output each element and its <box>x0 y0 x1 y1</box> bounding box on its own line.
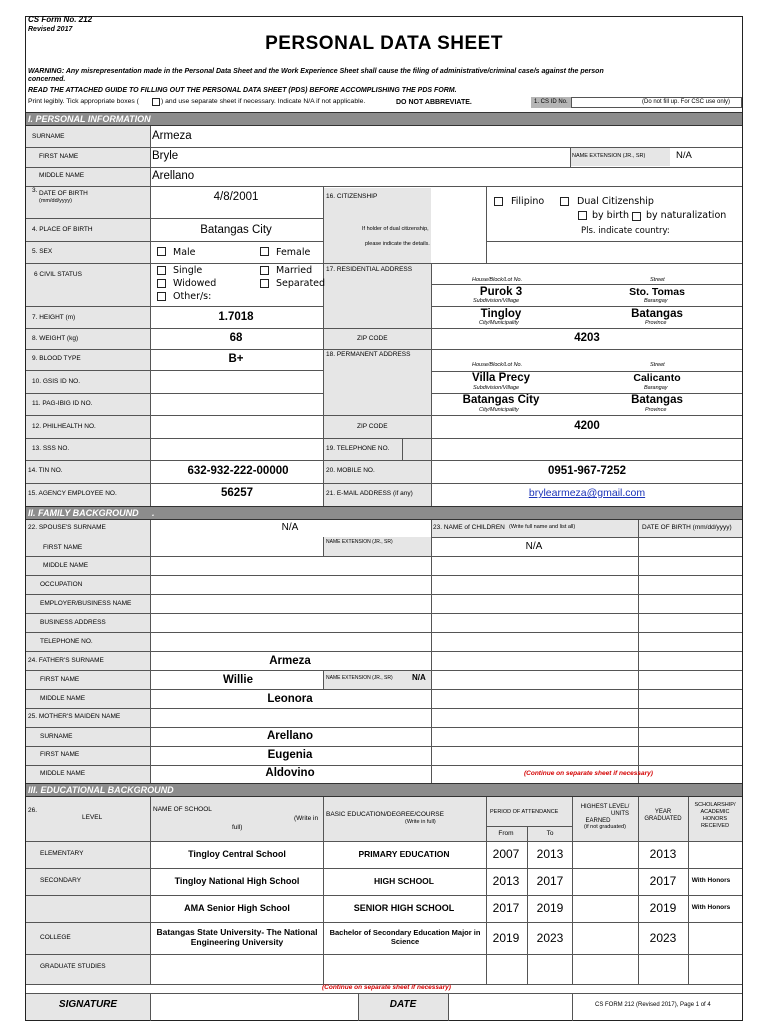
surname-value[interactable]: Armeza <box>152 130 192 142</box>
by-birth-label: by birth <box>592 210 629 221</box>
row-line <box>26 556 742 557</box>
female-checkbox[interactable] <box>260 247 269 256</box>
married-checkbox[interactable] <box>260 266 269 275</box>
row-line <box>431 537 742 538</box>
section-title-dot: . <box>152 508 155 518</box>
highest-level-header-4: (if not graduated) <box>584 824 626 830</box>
row-line <box>26 922 742 923</box>
edu-from[interactable]: 2013 <box>492 874 520 888</box>
dual-citizenship-note: If holder of dual citizenship, <box>362 226 429 232</box>
col-line <box>431 263 432 506</box>
col-line <box>323 670 324 689</box>
signature-field[interactable] <box>151 994 357 1020</box>
filipino-checkbox[interactable] <box>494 197 503 206</box>
year-graduated-header: YEAR <box>654 809 672 815</box>
row-line <box>26 651 742 652</box>
dob-number: 3. <box>32 187 38 194</box>
label-column-mid <box>323 188 431 506</box>
permanent-address-label: 18. PERMANENT ADDRESS <box>326 351 411 358</box>
col-line <box>572 797 573 984</box>
agency-employee-label: 15. AGENCY EMPLOYEE NO. <box>28 490 117 497</box>
father-middle-name-value[interactable]: Leonora <box>267 693 313 705</box>
father-first-name-label: FIRST NAME <box>40 676 80 683</box>
separated-label: Separated <box>276 278 326 289</box>
father-name-ext-value[interactable]: N/A <box>412 673 426 682</box>
female-label: Female <box>276 247 311 258</box>
col-line <box>688 797 689 984</box>
sss-label: 13. SSS NO. <box>32 445 70 452</box>
child-dob-label: DATE OF BIRTH (mm/dd/yyyy) <box>642 524 732 531</box>
edu-course[interactable]: Bachelor of Secondary Education Major in Science <box>329 928 481 947</box>
addr-line <box>431 284 742 285</box>
col-line <box>527 826 528 984</box>
province-caption-2: Province <box>645 407 667 413</box>
edu-year-graduated[interactable]: 2019 <box>649 901 677 915</box>
place-of-birth-value[interactable]: Batangas City <box>200 224 272 236</box>
single-label: Single <box>173 265 203 276</box>
dual-citizenship-note-2: please indicate the details. <box>365 241 430 247</box>
scholarship-header: SCHOLARSHIP/ <box>694 802 736 808</box>
by-naturalization-checkbox[interactable] <box>632 212 641 221</box>
col-line <box>570 147 571 167</box>
surname-label: SURNAME <box>32 133 65 140</box>
row-line <box>26 841 742 842</box>
edu-from[interactable]: 2017 <box>492 901 520 915</box>
dob-label: DATE OF BIRTH <box>39 190 88 197</box>
col-line <box>638 797 639 984</box>
period-from-header: From <box>498 830 514 837</box>
row-line <box>26 349 742 350</box>
male-checkbox[interactable] <box>157 247 166 256</box>
edu-level: COLLEGE <box>40 934 71 941</box>
row-line <box>486 826 572 827</box>
scholarship-header-4: RECEIVED <box>700 823 730 829</box>
row-line <box>26 689 742 690</box>
continue-note-education: (Continue on separate sheet if necessary) <box>322 984 451 991</box>
row-line <box>26 483 742 484</box>
col-line <box>402 438 403 460</box>
warning-text: WARNING: Any misrepresentation made in the Personal Data Sheet and the Work Experience Sheet shall cause the filing of administrative/criminal case/s against the person <box>28 68 604 75</box>
children-value[interactable]: N/A <box>525 541 543 552</box>
csc-use-note: (Do not fill up. For CSC use only) <box>642 99 731 105</box>
sex-label: 5. SEX <box>32 248 53 255</box>
citizenship-label: 16. CITIZENSHIP <box>326 193 378 200</box>
res-zip-value[interactable]: 4203 <box>574 332 600 344</box>
row-line <box>26 438 742 439</box>
highest-level-header: HIGHEST LEVEL/ <box>580 804 630 810</box>
row-line <box>26 594 742 595</box>
row-line <box>26 328 742 329</box>
children-label: 23. NAME of CHILDREN <box>433 524 505 531</box>
section-personal-information <box>26 112 742 126</box>
signature-label: SIGNATURE <box>58 999 118 1010</box>
spouse-surname-label: 22. SPOUSE'S SURNAME <box>28 524 106 531</box>
edu-to[interactable]: 2023 <box>536 931 564 945</box>
row-line <box>26 765 742 766</box>
row-line <box>26 370 323 371</box>
section-family-background <box>26 506 742 520</box>
edu-level: GRADUATE STUDIES <box>40 963 106 970</box>
others-label: Other/s: <box>173 291 212 302</box>
date-field[interactable] <box>449 994 571 1020</box>
basic-edu-write: (Write in full) <box>405 819 436 825</box>
tin-value[interactable]: 632-932-222-00000 <box>187 465 289 477</box>
highest-level-header-3: EARNED <box>585 818 611 824</box>
spouse-name-ext-label: NAME EXTENSION (JR., SR) <box>326 539 393 545</box>
edu-course[interactable]: PRIMARY EDUCATION <box>358 849 450 859</box>
father-first-name-value[interactable]: Willie <box>223 674 253 686</box>
row-line <box>26 746 742 747</box>
mother-surname-value[interactable]: Arellano <box>266 730 314 742</box>
year-graduated-header-2: GRADUATED <box>644 816 682 822</box>
widowed-label: Widowed <box>173 278 217 289</box>
by-birth-checkbox[interactable] <box>578 211 587 220</box>
house-caption: House/Block/Lot No. <box>472 277 523 283</box>
row-line <box>26 167 742 168</box>
employer-label: EMPLOYER/BUSINESS NAME <box>40 600 132 607</box>
edu-honors[interactable]: With Honors <box>691 877 731 884</box>
edu-number: 26. <box>28 807 38 814</box>
indicate-country-label: Pls. indicate country: <box>581 226 670 236</box>
col-line <box>358 993 359 1021</box>
no-abbreviate: DO NOT ABBREVIATE. <box>396 99 472 106</box>
mother-middle-name-label: MIDDLE NAME <box>40 770 86 777</box>
children-note: (Write full name and list all) <box>509 524 576 530</box>
row-line <box>26 670 742 671</box>
street-caption: Street <box>650 277 665 283</box>
row-line <box>26 306 323 307</box>
row-line <box>26 263 742 264</box>
row-line <box>26 186 742 187</box>
separated-checkbox[interactable] <box>260 279 269 288</box>
row-line <box>26 954 742 955</box>
edu-school[interactable]: Tingloy National High School <box>174 876 300 886</box>
edu-header-row <box>26 797 742 841</box>
edu-year-graduated[interactable]: 2013 <box>649 847 677 861</box>
spouse-surname-value[interactable]: N/A <box>281 522 299 533</box>
edu-level-header: LEVEL <box>82 814 103 821</box>
business-address-label: BUSINESS ADDRESS <box>40 619 106 626</box>
city-caption-2: City/Municipality <box>479 407 519 413</box>
col-line <box>323 797 324 984</box>
middle-name-label: MIDDLE NAME <box>39 172 85 179</box>
school-name-header: NAME OF SCHOOL <box>153 806 212 813</box>
telephone-label: 19. TELEPHONE NO. <box>326 445 390 452</box>
height-label: 7. HEIGHT (m) <box>32 314 76 321</box>
father-surname-label: 24. FATHER'S SURNAME <box>28 657 104 664</box>
street-caption-2: Street <box>650 362 665 368</box>
school-full: full) <box>232 824 243 831</box>
male-label: Male <box>173 247 196 258</box>
single-checkbox[interactable] <box>157 266 166 275</box>
barangay-caption-2: Barangay <box>644 385 668 391</box>
row-line <box>26 218 323 219</box>
email-label: 21. E-MAIL ADDRESS (if any) <box>326 490 413 497</box>
edu-course[interactable]: HIGH SCHOOL <box>374 876 434 886</box>
edu-from[interactable]: 2019 <box>492 931 520 945</box>
school-write-in: (Write in <box>294 815 319 822</box>
row-line <box>26 868 742 869</box>
section-title: II. FAMILY BACKGROUND <box>28 508 139 518</box>
print-instruction-2: ) and use separate sheet if necessary. Indicate N/A if not applicable. <box>161 98 366 105</box>
middle-name-value[interactable]: Arellano <box>152 170 195 182</box>
res-zip-label: ZIP CODE <box>357 335 388 342</box>
married-label: Married <box>276 265 313 276</box>
revised-label: Revised 2017 <box>28 26 73 33</box>
footer-form-page: CS FORM 212 (Revised 2017), Page 1 of 4 <box>595 1002 711 1008</box>
col-line <box>150 126 151 506</box>
row-line <box>26 727 742 728</box>
row-line <box>486 241 742 242</box>
col-line <box>150 797 151 984</box>
warning-text-2: concerned. <box>28 76 66 83</box>
basic-edu-header: BASIC EDUCATION/DEGREE/COURSE <box>326 811 444 818</box>
mobile-label: 20. MOBILE NO. <box>326 467 375 474</box>
father-name-ext-label: NAME EXTENSION (JR., SR) <box>326 675 393 681</box>
row-line <box>26 241 323 242</box>
edu-course[interactable]: SENIOR HIGH SCHOOL <box>353 903 455 913</box>
mobile-value[interactable]: 0951-967-7252 <box>547 465 627 477</box>
father-surname-value[interactable]: Armeza <box>269 655 311 667</box>
highest-level-header-2: UNITS <box>611 811 629 817</box>
guide-text: READ THE ATTACHED GUIDE TO FILLING OUT THE PERSONAL DATA SHEET (PDS) BEFORE ACCOMPLISHING THE PDS FORM. <box>28 87 457 94</box>
widowed-checkbox[interactable] <box>157 279 166 288</box>
scholarship-header-3: HONORS <box>702 816 728 822</box>
subdivision-caption: Subdivision/Village <box>473 298 520 304</box>
continue-note-family: (Continue on separate sheet if necessary) <box>524 770 653 777</box>
col-line <box>572 993 573 1021</box>
row-line <box>26 393 323 394</box>
row-line <box>26 575 742 576</box>
filipino-label: Filipino <box>511 196 545 207</box>
edu-to[interactable]: 2013 <box>536 847 564 861</box>
pagibig-label: 11. PAG-IBIG ID NO. <box>32 400 93 407</box>
perm-barangay-value[interactable]: Calicanto <box>633 372 681 384</box>
gsis-label: 10. GSIS ID NO. <box>32 378 81 385</box>
res-city-value[interactable]: Tingloy <box>480 308 522 320</box>
agency-employee-value[interactable]: 56257 <box>221 487 253 499</box>
spouse-middle-name-label: MIDDLE NAME <box>43 562 89 569</box>
others-checkbox[interactable] <box>157 292 166 301</box>
print-instruction: Print legibly. Tick appropriate boxes ( <box>28 98 139 105</box>
addr-line <box>431 306 742 307</box>
res-barangay-value[interactable]: Sto. Tomas <box>629 286 685 298</box>
first-name-value[interactable]: Bryle <box>152 150 179 162</box>
row-line <box>26 147 742 148</box>
col-line <box>323 537 324 556</box>
occupation-label: OCCUPATION <box>40 581 83 588</box>
section-title: I. PERSONAL INFORMATION <box>28 114 151 124</box>
edu-level: SECONDARY <box>40 877 82 884</box>
edu-level: ELEMENTARY <box>40 850 84 857</box>
perm-province-value[interactable]: Batangas <box>631 394 683 406</box>
section-educational-background <box>26 783 742 797</box>
page-title: PERSONAL DATA SHEET <box>265 33 503 54</box>
dob-format: (mm/dd/yyyy) <box>39 198 72 204</box>
scholarship-header-2: ACADEMIC <box>700 809 730 815</box>
edu-year-graduated[interactable]: 2017 <box>649 874 677 888</box>
mother-first-name-value[interactable]: Eugenia <box>267 749 313 761</box>
perm-zip-value[interactable]: 4200 <box>574 420 600 432</box>
row-line <box>26 708 742 709</box>
height-value[interactable]: 1.7018 <box>218 311 254 323</box>
row-line <box>26 415 742 416</box>
edu-school[interactable]: AMA Senior High School <box>184 903 290 913</box>
res-house-value[interactable]: Purok 3 <box>479 286 523 298</box>
row-line <box>26 632 742 633</box>
name-extension-value[interactable]: N/A <box>676 150 692 161</box>
telephone-no-label: TELEPHONE NO. <box>40 638 93 645</box>
edu-school[interactable]: Tingloy Central School <box>188 849 286 859</box>
first-name-label: FIRST NAME <box>39 153 79 160</box>
edu-to[interactable]: 2019 <box>536 901 564 915</box>
house-caption-2: House/Block/Lot No. <box>472 362 523 368</box>
edu-school[interactable]: Batangas State University- The National Engineering University <box>156 927 318 948</box>
by-naturalization-label: by naturalization <box>646 210 727 221</box>
dual-citizenship-label: Dual Citizenship <box>577 196 654 207</box>
edu-to[interactable]: 2017 <box>536 874 564 888</box>
civil-status-label: 6 CIVIL STATUS <box>34 271 82 278</box>
email-value[interactable]: brylearmeza@gmail.com <box>528 487 646 499</box>
subdivision-caption-2: Subdivision/Village <box>473 385 520 391</box>
philhealth-label: 12. PHILHEALTH NO. <box>32 423 96 430</box>
period-to-header: To <box>546 830 554 837</box>
name-extension-label: NAME EXTENSION (JR., SR) <box>572 153 646 159</box>
cs-id-label: 1. CS ID No. <box>534 99 568 105</box>
col-line <box>323 186 324 506</box>
row-line <box>26 460 742 461</box>
blood-type-value[interactable]: B+ <box>228 353 244 365</box>
row-line <box>26 895 742 896</box>
mother-maiden-name-label: 25. MOTHER'S MAIDEN NAME <box>28 713 121 720</box>
blood-type-label: 9. BLOOD TYPE <box>32 355 81 362</box>
perm-zip-label: ZIP CODE <box>357 423 388 430</box>
father-middle-name-label: MIDDLE NAME <box>40 695 86 702</box>
province-caption: Province <box>645 320 667 326</box>
form-number: CS Form No. 212 <box>28 15 93 24</box>
mother-surname-label: SURNAME <box>40 733 73 740</box>
edu-honors[interactable]: With Honors <box>691 904 731 911</box>
mother-middle-name-value[interactable]: Aldovino <box>265 767 315 779</box>
tin-label: 14. TIN NO. <box>28 467 63 474</box>
edu-year-graduated[interactable]: 2023 <box>649 931 677 945</box>
weight-label: 8. WEIGHT (kg) <box>32 335 79 342</box>
dual-citizenship-checkbox[interactable] <box>560 197 569 206</box>
mother-first-name-label: FIRST NAME <box>40 751 80 758</box>
weight-value[interactable]: 68 <box>229 332 243 344</box>
edu-from[interactable]: 2007 <box>492 847 520 861</box>
perm-city-value[interactable]: Batangas City <box>462 394 540 406</box>
section-title: III. EDUCATIONAL BACKGROUND <box>28 785 174 795</box>
sample-checkbox <box>152 98 160 106</box>
date-label: DATE <box>389 999 417 1010</box>
barangay-caption: Barangay <box>644 298 668 304</box>
row-line <box>26 613 742 614</box>
dob-value[interactable]: 4/8/2001 <box>213 191 259 203</box>
spouse-first-name-label: FIRST NAME <box>43 544 83 551</box>
col-line <box>486 186 487 263</box>
place-of-birth-label: 4. PLACE OF BIRTH <box>32 226 93 233</box>
res-province-value[interactable]: Batangas <box>631 308 683 320</box>
perm-house-value[interactable]: Villa Precy <box>472 372 530 384</box>
city-caption: City/Municipality <box>479 320 519 326</box>
residential-address-label: 17. RESIDENTIAL ADDRESS <box>326 266 413 273</box>
period-header: PERIOD OF ATTENDANCE <box>490 809 559 815</box>
